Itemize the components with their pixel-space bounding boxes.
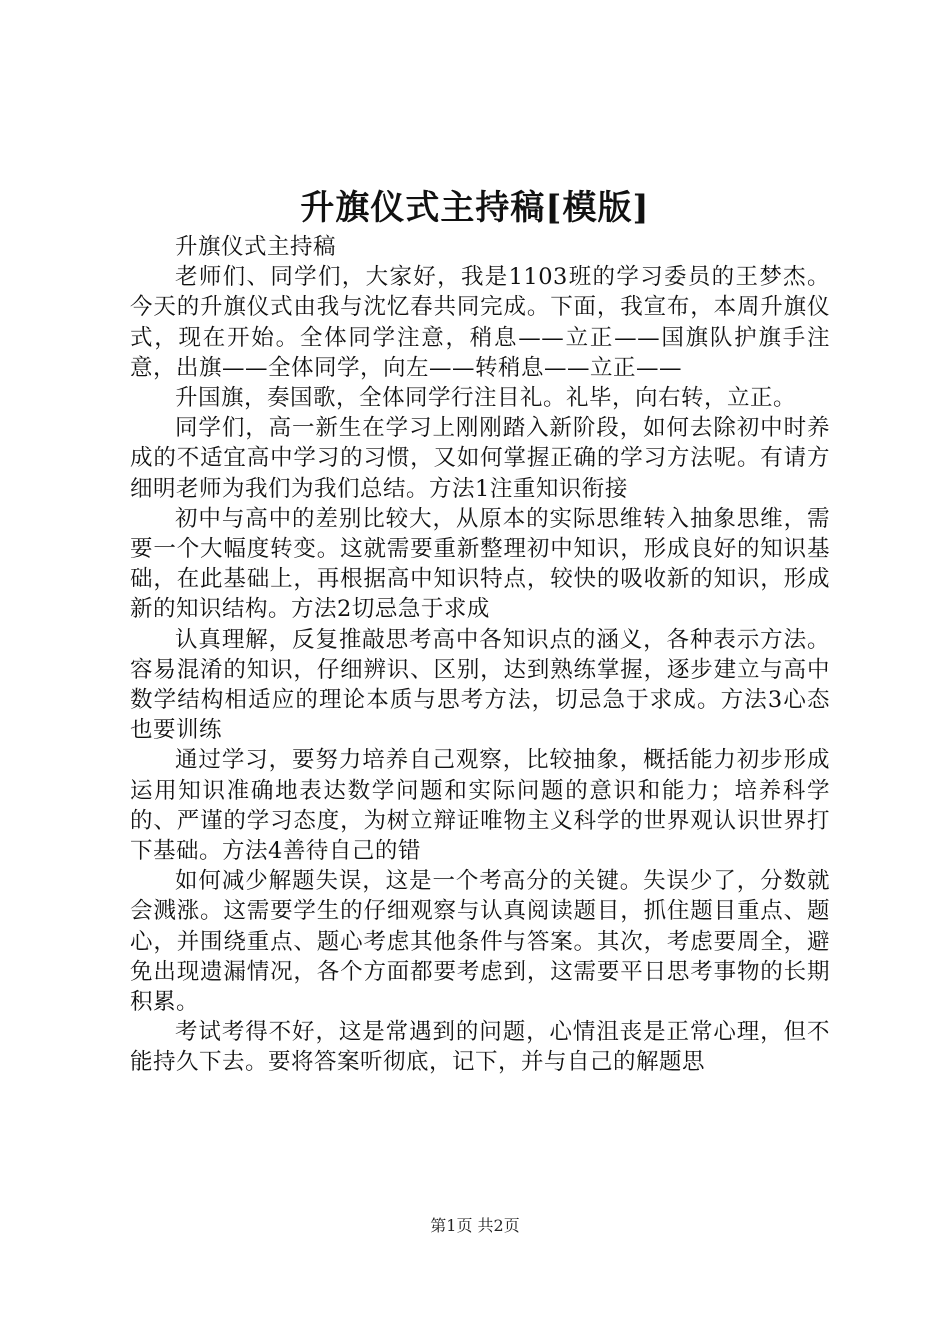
document-body: [130, 232, 830, 1078]
paragraph: 升国旗，奏国歌，全体同学行注目礼。礼毕，向右转，立正。: [175, 385, 797, 412]
document-title: 升旗仪式主持稿[模版]: [300, 188, 650, 228]
page-footer: 第1页 共2页: [430, 1216, 520, 1235]
paragraph: 通过学习，要努力培养自己观察，比较抽象，概括能力初步形成运用知识准确地表达数学问题和实际问题的意识和能力；培养科学的、严谨的学习态度，为树立辩证唯物主义科学的世界观认识世界打下基础。方法4善待自己的错: [130, 747, 830, 865]
paragraph: 老师们、同学们，大家好，我是1103班的学习委员的王梦杰。今天的升旗仪式由我与沈忆春共同完成。下面，我宣布，本周升旗仪式，现在开始。全体同学注意，稍息——立正——国旗队护旗手注意，出旗——全体同学，向左——转稍息——立正——: [130, 264, 830, 381]
paragraph: 考试考得不好，这是常遇到的问题，心情沮丧是正常心理，但不能持久下去。要将答案听彻底，记下，并与自己的解题思: [130, 1019, 830, 1076]
paragraph: 认真理解，反复推敲思考高中各知识点的涵义，各种表示方法。容易混淆的知识，仔细辨识、区别，达到熟练掌握，逐步建立与高中数学结构相适应的理论本质与思考方法，切忌急于求成。方法3心态也要训练: [130, 626, 830, 744]
paragraph: 初中与高中的差别比较大，从原本的实际思维转入抽象思维，需要一个大幅度转变。这就需要重新整理初中知识，形成良好的知识基础，在此基础上，再根据高中知识特点，较快的吸收新的知识，形成新的知识结构。方法2切忌急于求成: [130, 505, 830, 623]
paragraph: 升旗仪式主持稿: [175, 234, 337, 260]
paragraph: 如何减少解题失误，这是一个考高分的关键。失误少了，分数就会溅涨。这需要学生的仔细观察与认真阅读题目，抓住题目重点、题心，并围绕重点、题心考虑其他条件与答案。其次，考虑要周全，避免出现遗漏情况，各个方面都要考虑到，这需要平日思考事物的长期积累。: [130, 868, 830, 1016]
paragraph: 同学们，高一新生在学习上刚刚踏入新阶段，如何去除初中时养成的不适宜高中学习的习惯，又如何掌握正确的学习方法呢。有请方细明老师为我们为我们总结。方法1注重知识衔接: [130, 415, 830, 502]
